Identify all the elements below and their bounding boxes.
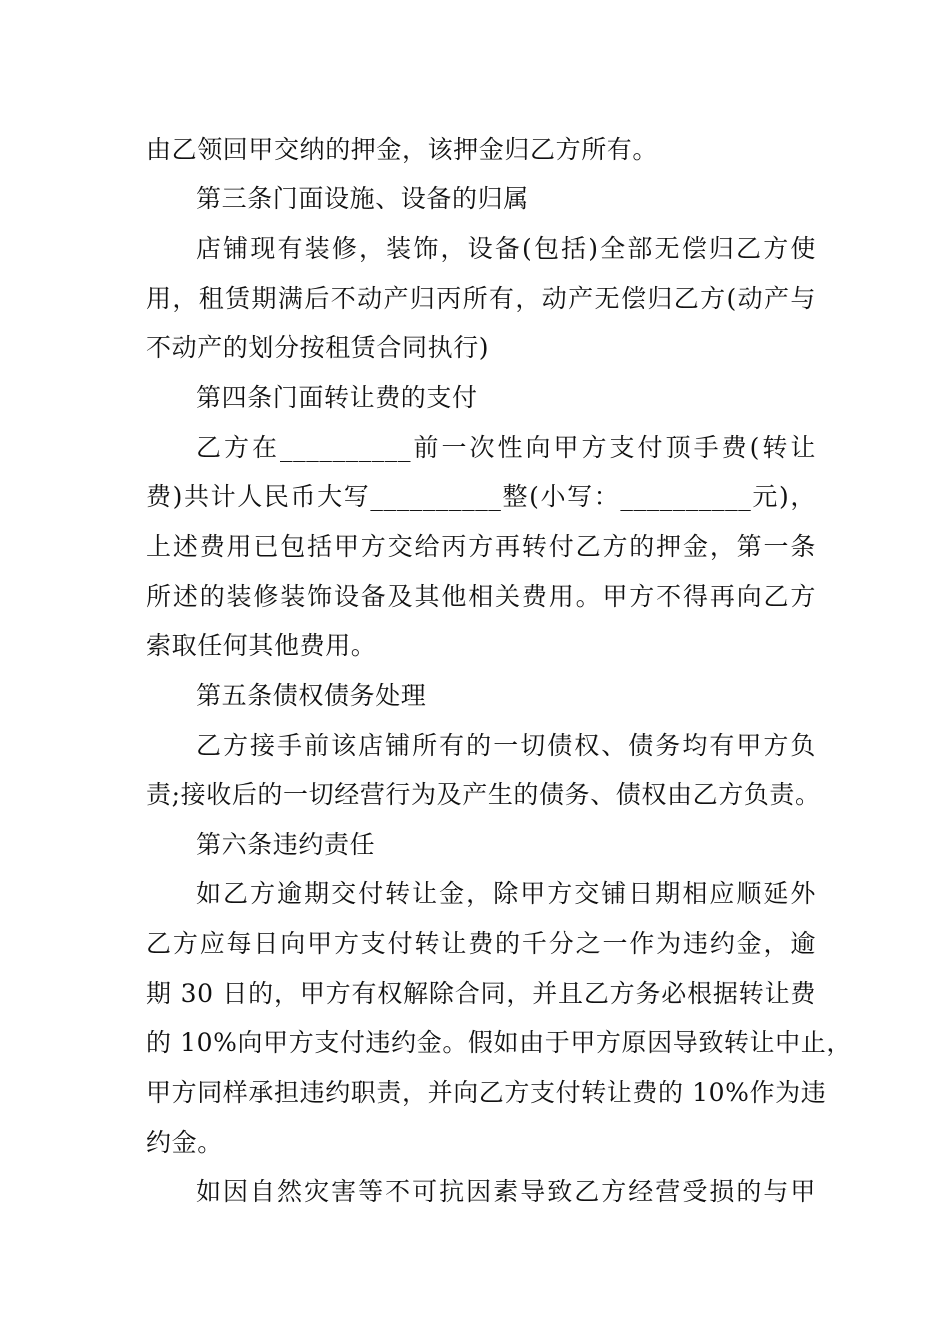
text-line: 不动产的划分按租赁合同执行) xyxy=(146,333,490,362)
text-line: 约金。 xyxy=(146,1128,223,1157)
text-line: 如因自然灾害等不可抗因素导致乙方经营受损的与甲 xyxy=(196,1177,816,1206)
text-line: 乙方应每日向甲方支付转让费的千分之一作为违约金，逾 xyxy=(146,929,816,958)
section-heading: 第三条门面设施、设备的归属 xyxy=(196,184,529,213)
text-line: 如乙方逾期交付转让金，除甲方交铺日期相应顺延外 xyxy=(196,879,816,908)
text-line: 索取任何其他费用。 xyxy=(146,631,377,660)
text-line: 乙方接手前该店铺所有的一切债权、债务均有甲方负 xyxy=(196,731,816,760)
text-line: 由乙领回甲交纳的押金，该押金归乙方所有。 xyxy=(146,135,659,164)
section-heading: 第五条债权债务处理 xyxy=(196,681,427,710)
text-line: 费)共计人民币大写__________整(小写：__________元)， xyxy=(146,482,816,511)
text-line: 乙方在__________前一次性向甲方支付顶手费(转让 xyxy=(196,433,816,462)
text-line: 责;接收后的一切经营行为及产生的债务、债权由乙方负责。 xyxy=(146,780,821,809)
text-line: 店铺现有装修，装饰，设备(包括)全部无偿归乙方使 xyxy=(196,234,816,263)
text-line: 的 10%向甲方支付违约金。假如由于甲方原因导致转让中止， xyxy=(146,1028,852,1057)
section-heading: 第六条违约责任 xyxy=(196,830,376,859)
text-line: 期 30 日的，甲方有权解除合同，并且乙方务必根据转让费 xyxy=(146,979,816,1008)
text-line: 用，租赁期满后不动产归丙所有，动产无偿归乙方(动产与 xyxy=(146,284,816,313)
section-heading: 第四条门面转让费的支付 xyxy=(196,383,478,412)
text-line: 甲方同样承担违约职责，并向乙方支付转让费的 10%作为违 xyxy=(146,1078,827,1107)
text-line: 上述费用已包括甲方交给丙方再转付乙方的押金，第一条 xyxy=(146,532,816,561)
text-line: 所述的装修装饰设备及其他相关费用。甲方不得再向乙方 xyxy=(146,582,816,611)
